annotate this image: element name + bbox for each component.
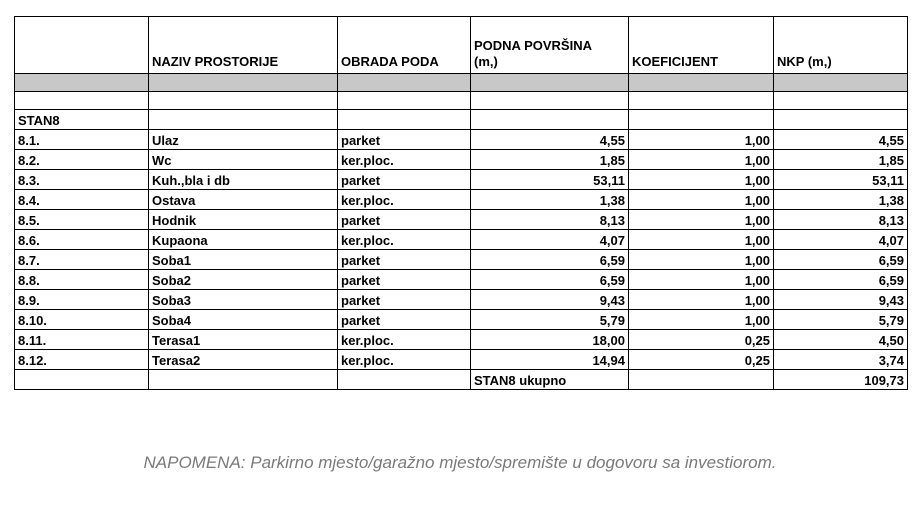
coefficient: 0,25 bbox=[629, 330, 774, 350]
floor-finish: parket bbox=[338, 130, 471, 150]
table-row bbox=[15, 150, 908, 170]
total-value: 109,73 bbox=[774, 370, 908, 390]
table-row bbox=[15, 270, 908, 290]
row-id: 8.7. bbox=[15, 250, 149, 270]
floor-finish: parket bbox=[338, 250, 471, 270]
nkp-value: 53,11 bbox=[774, 170, 908, 190]
row-id: 8.10. bbox=[15, 310, 149, 330]
header-row bbox=[15, 17, 908, 74]
coefficient: 1,00 bbox=[629, 290, 774, 310]
header-room-name: NAZIV PROSTORIJE bbox=[149, 17, 338, 74]
coefficient: 1,00 bbox=[629, 210, 774, 230]
room-name: Kuh.,bla i db bbox=[149, 170, 338, 190]
floor-finish: parket bbox=[338, 170, 471, 190]
floor-area: 5,79 bbox=[471, 310, 629, 330]
header-coefficient: KOEFICIJENT bbox=[629, 17, 774, 74]
row-id: 8.1. bbox=[15, 130, 149, 150]
table-row bbox=[15, 190, 908, 210]
room-area-table bbox=[14, 16, 908, 390]
section-label: STAN8 bbox=[15, 110, 149, 130]
coefficient: 1,00 bbox=[629, 150, 774, 170]
total-row bbox=[15, 370, 908, 390]
nkp-value: 1,85 bbox=[774, 150, 908, 170]
room-name: Ulaz bbox=[149, 130, 338, 150]
nkp-value: 6,59 bbox=[774, 270, 908, 290]
header-floor-area bbox=[471, 17, 629, 74]
floor-finish: ker.ploc. bbox=[338, 150, 471, 170]
table-row bbox=[15, 170, 908, 190]
table-row bbox=[15, 210, 908, 230]
floor-area: 14,94 bbox=[471, 350, 629, 370]
row-id: 8.6. bbox=[15, 230, 149, 250]
nkp-value: 4,55 bbox=[774, 130, 908, 150]
room-name: Soba1 bbox=[149, 250, 338, 270]
room-name: Soba4 bbox=[149, 310, 338, 330]
room-name: Soba2 bbox=[149, 270, 338, 290]
floor-finish: parket bbox=[338, 270, 471, 290]
nkp-value: 8,13 bbox=[774, 210, 908, 230]
room-name: Terasa1 bbox=[149, 330, 338, 350]
header-floor-area-line1: PODNA POVRŠINA bbox=[474, 38, 592, 53]
floor-finish: parket bbox=[338, 210, 471, 230]
grey-spacer-row bbox=[15, 74, 908, 92]
footnote: NAPOMENA: Parkirno mjesto/garažno mjesto/spremište u dogovoru sa investiorom. bbox=[143, 453, 777, 472]
table-row bbox=[15, 230, 908, 250]
room-name: Ostava bbox=[149, 190, 338, 210]
room-name: Soba3 bbox=[149, 290, 338, 310]
row-id: 8.8. bbox=[15, 270, 149, 290]
coefficient: 1,00 bbox=[629, 170, 774, 190]
floor-finish: parket bbox=[338, 310, 471, 330]
room-name: Terasa2 bbox=[149, 350, 338, 370]
blank-row bbox=[15, 92, 908, 110]
total-label: STAN8 ukupno bbox=[471, 370, 629, 390]
coefficient: 1,00 bbox=[629, 130, 774, 150]
table-row bbox=[15, 330, 908, 350]
floor-finish: parket bbox=[338, 290, 471, 310]
row-id: 8.12. bbox=[15, 350, 149, 370]
floor-area: 4,07 bbox=[471, 230, 629, 250]
room-name: Kupaona bbox=[149, 230, 338, 250]
floor-finish: ker.ploc. bbox=[338, 190, 471, 210]
floor-area: 6,59 bbox=[471, 270, 629, 290]
header-nkp: NKP (m,) bbox=[774, 17, 908, 74]
nkp-value: 3,74 bbox=[774, 350, 908, 370]
coefficient: 1,00 bbox=[629, 310, 774, 330]
floor-finish: ker.ploc. bbox=[338, 350, 471, 370]
coefficient: 1,00 bbox=[629, 270, 774, 290]
room-name: Hodnik bbox=[149, 210, 338, 230]
floor-area: 9,43 bbox=[471, 290, 629, 310]
coefficient: 1,00 bbox=[629, 250, 774, 270]
floor-area: 1,85 bbox=[471, 150, 629, 170]
floor-area: 53,11 bbox=[471, 170, 629, 190]
table-row bbox=[15, 250, 908, 270]
nkp-value: 6,59 bbox=[774, 250, 908, 270]
floor-area: 4,55 bbox=[471, 130, 629, 150]
room-name: Wc bbox=[149, 150, 338, 170]
table-row bbox=[15, 310, 908, 330]
nkp-value: 5,79 bbox=[774, 310, 908, 330]
table-row bbox=[15, 350, 908, 370]
nkp-value: 9,43 bbox=[774, 290, 908, 310]
nkp-value: 4,07 bbox=[774, 230, 908, 250]
row-id: 8.3. bbox=[15, 170, 149, 190]
header-id bbox=[15, 17, 149, 74]
table-row bbox=[15, 130, 908, 150]
nkp-value: 4,50 bbox=[774, 330, 908, 350]
row-id: 8.4. bbox=[15, 190, 149, 210]
table-row bbox=[15, 290, 908, 310]
coefficient: 1,00 bbox=[629, 190, 774, 210]
coefficient: 0,25 bbox=[629, 350, 774, 370]
header-floor-finish: OBRADA PODA bbox=[338, 17, 471, 74]
row-id: 8.9. bbox=[15, 290, 149, 310]
header-floor-area-unit: (m,) bbox=[474, 54, 498, 69]
floor-area: 1,38 bbox=[471, 190, 629, 210]
row-id: 8.11. bbox=[15, 330, 149, 350]
floor-area: 8,13 bbox=[471, 210, 629, 230]
floor-finish: ker.ploc. bbox=[338, 330, 471, 350]
coefficient: 1,00 bbox=[629, 230, 774, 250]
nkp-value: 1,38 bbox=[774, 190, 908, 210]
row-id: 8.5. bbox=[15, 210, 149, 230]
row-id: 8.2. bbox=[15, 150, 149, 170]
floor-area: 18,00 bbox=[471, 330, 629, 350]
section-row bbox=[15, 110, 908, 130]
floor-finish: ker.ploc. bbox=[338, 230, 471, 250]
floor-area: 6,59 bbox=[471, 250, 629, 270]
